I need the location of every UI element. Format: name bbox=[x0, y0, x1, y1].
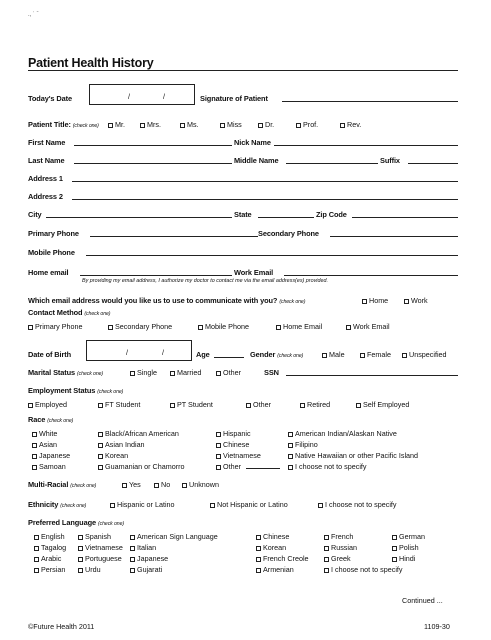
checkbox-icon bbox=[34, 557, 39, 562]
title-option-dr[interactable]: Dr. bbox=[258, 120, 274, 129]
gender-male[interactable]: Male bbox=[322, 350, 345, 359]
race-korean[interactable]: Korean bbox=[98, 451, 128, 460]
email-pref-question: Which email address would you like us to use to communicate with you? (check one) bbox=[28, 296, 306, 305]
lang-not-specify[interactable]: I choose not to specify bbox=[324, 565, 403, 574]
checkbox-icon bbox=[122, 483, 127, 488]
checkbox-icon bbox=[392, 546, 397, 551]
title-option-rev[interactable]: Rev. bbox=[340, 120, 361, 129]
lang-japanese[interactable]: Japanese bbox=[130, 554, 168, 563]
checkbox-icon bbox=[256, 557, 261, 562]
address2-field[interactable] bbox=[72, 199, 458, 200]
lang-italian[interactable]: Italian bbox=[130, 543, 156, 552]
checkbox-icon bbox=[288, 443, 293, 448]
work-email-label: Work Email bbox=[234, 268, 274, 277]
marital-married[interactable]: Married bbox=[170, 368, 201, 377]
checkbox-icon bbox=[108, 123, 113, 128]
race-other[interactable]: Other bbox=[216, 462, 241, 471]
checkbox-icon bbox=[98, 465, 103, 470]
checkbox-icon bbox=[140, 123, 145, 128]
checkbox-icon bbox=[216, 454, 221, 459]
email-consent-note: By providing my email address, I authorize my doctor to contact me via the email address(es) provided. bbox=[82, 278, 328, 284]
state-field[interactable] bbox=[258, 217, 314, 218]
checkbox-icon bbox=[346, 325, 351, 330]
checkbox-icon bbox=[356, 403, 361, 408]
gender-label: Gender (check one) bbox=[250, 350, 304, 359]
dob-box[interactable] bbox=[86, 340, 192, 361]
checkbox-icon bbox=[78, 535, 83, 540]
secondary-phone-label: Secondary Phone bbox=[258, 229, 319, 238]
continued-note: Continued ... bbox=[402, 596, 443, 605]
checkbox-icon bbox=[296, 123, 301, 128]
todays-date-sep1: / bbox=[128, 92, 130, 101]
checkbox-icon bbox=[256, 568, 261, 573]
lang-german[interactable]: German bbox=[392, 532, 425, 541]
age-label: Age bbox=[196, 350, 210, 359]
home-email-field[interactable] bbox=[80, 275, 232, 276]
checkbox-icon bbox=[34, 535, 39, 540]
multi-racial-unknown[interactable]: Unknown bbox=[182, 480, 219, 489]
todays-date-label: Today's Date bbox=[28, 94, 72, 103]
title-option-mr[interactable]: Mr. bbox=[108, 120, 125, 129]
signature-label: Signature of Patient bbox=[200, 94, 268, 103]
checkbox-icon bbox=[182, 483, 187, 488]
lang-vietnamese[interactable]: Vietnamese bbox=[78, 543, 123, 552]
employment-ft-student[interactable]: FT Student bbox=[98, 400, 140, 409]
checkbox-icon bbox=[216, 371, 221, 376]
contact-work-email[interactable]: Work Email bbox=[346, 322, 390, 331]
lang-chinese[interactable]: Chinese bbox=[256, 532, 289, 541]
address1-field[interactable] bbox=[72, 181, 458, 182]
multi-racial-yes[interactable]: Yes bbox=[122, 480, 141, 489]
checkbox-icon bbox=[78, 546, 83, 551]
checkbox-icon bbox=[362, 299, 367, 304]
checkbox-icon bbox=[288, 454, 293, 459]
race-vietnamese[interactable]: Vietnamese bbox=[216, 451, 261, 460]
footer-copyright: ©Future Health 2011 bbox=[28, 622, 95, 631]
work-email-field[interactable] bbox=[284, 275, 458, 276]
race-label: Race (check one) bbox=[28, 415, 74, 424]
checkbox-icon bbox=[256, 535, 261, 540]
checkbox-icon bbox=[220, 123, 225, 128]
lang-portuguese[interactable]: Portuguese bbox=[78, 554, 122, 563]
checkbox-icon bbox=[258, 123, 263, 128]
last-name-label: Last Name bbox=[28, 156, 65, 165]
last-name-field[interactable] bbox=[74, 163, 232, 164]
checkbox-icon bbox=[288, 465, 293, 470]
zip-field[interactable] bbox=[352, 217, 458, 218]
employment-label: Employment Status (check one) bbox=[28, 386, 124, 395]
mobile-phone-field[interactable] bbox=[86, 255, 458, 256]
lang-urdu[interactable]: Urdu bbox=[78, 565, 101, 574]
checkbox-icon bbox=[28, 403, 33, 408]
multi-racial-no[interactable]: No bbox=[154, 480, 170, 489]
employment-self-employed[interactable]: Self Employed bbox=[356, 400, 409, 409]
patient-title-label: Patient Title: (check one) bbox=[28, 120, 99, 129]
race-asian[interactable]: Asian bbox=[32, 440, 57, 449]
checkbox-icon bbox=[32, 465, 37, 470]
checkbox-icon bbox=[324, 568, 329, 573]
secondary-phone-field[interactable] bbox=[330, 236, 458, 237]
state-label: State bbox=[234, 210, 252, 219]
footer-form-number: 1109-30 bbox=[424, 622, 450, 631]
contact-primary-phone[interactable]: Primary Phone bbox=[28, 322, 83, 331]
address1-label: Address 1 bbox=[28, 174, 63, 183]
checkbox-icon bbox=[98, 443, 103, 448]
todays-date-sep2: / bbox=[163, 92, 165, 101]
race-native-hawaiian[interactable]: Native Hawaiian or other Pacific Island bbox=[288, 451, 418, 460]
marital-other[interactable]: Other bbox=[216, 368, 241, 377]
lang-armenian[interactable]: Armenian bbox=[256, 565, 294, 574]
ethnicity-not-specify[interactable]: I choose not to specify bbox=[318, 500, 397, 509]
contact-mobile-phone[interactable]: Mobile Phone bbox=[198, 322, 249, 331]
lang-korean[interactable]: Korean bbox=[256, 543, 286, 552]
checkbox-icon bbox=[98, 454, 103, 459]
checkbox-icon bbox=[246, 403, 251, 408]
employment-pt-student[interactable]: PT Student bbox=[170, 400, 213, 409]
language-label: Preferred Language (check one) bbox=[28, 518, 125, 527]
checkbox-icon bbox=[256, 546, 261, 551]
lang-tagalog[interactable]: Tagalog bbox=[34, 543, 66, 552]
race-japanese[interactable]: Japanese bbox=[32, 451, 70, 460]
checkbox-icon bbox=[392, 535, 397, 540]
checkbox-icon bbox=[276, 325, 281, 330]
checkbox-icon bbox=[130, 557, 135, 562]
ssn-label: SSN bbox=[264, 368, 279, 377]
middle-name-label: Middle Name bbox=[234, 156, 279, 165]
checkbox-icon bbox=[322, 353, 327, 358]
age-field[interactable] bbox=[214, 357, 244, 358]
race-american-indian[interactable]: American Indian/Alaskan Native bbox=[288, 429, 397, 438]
race-filipino[interactable]: Filipino bbox=[288, 440, 318, 449]
nick-name-field[interactable] bbox=[274, 145, 458, 146]
race-hispanic[interactable]: Hispanic bbox=[216, 429, 251, 438]
checkbox-icon bbox=[98, 403, 103, 408]
title-rule bbox=[28, 70, 458, 71]
lang-arabic[interactable]: Arabic bbox=[34, 554, 61, 563]
home-email-label: Home email bbox=[28, 268, 69, 277]
marital-label: Marital Status (check one) bbox=[28, 368, 104, 377]
lang-spanish[interactable]: Spanish bbox=[78, 532, 111, 541]
scan-specks: ., ˙ ˉ bbox=[28, 12, 39, 18]
multi-racial-label: Multi-Racial (check one) bbox=[28, 480, 97, 489]
checkbox-icon bbox=[130, 535, 135, 540]
gender-female[interactable]: Female bbox=[360, 350, 391, 359]
address2-label: Address 2 bbox=[28, 192, 63, 201]
checkbox-icon bbox=[340, 123, 345, 128]
checkbox-icon bbox=[154, 483, 159, 488]
checkbox-icon bbox=[216, 443, 221, 448]
race-asian-indian[interactable]: Asian Indian bbox=[98, 440, 145, 449]
checkbox-icon bbox=[404, 299, 409, 304]
checkbox-icon bbox=[32, 454, 37, 459]
city-field[interactable] bbox=[46, 217, 232, 218]
checkbox-icon bbox=[324, 535, 329, 540]
lang-english[interactable]: English bbox=[34, 532, 65, 541]
race-not-specify[interactable]: I choose not to specify bbox=[288, 462, 367, 471]
lang-russian[interactable]: Russian bbox=[324, 543, 357, 552]
checkbox-icon bbox=[130, 371, 135, 376]
first-name-label: First Name bbox=[28, 138, 66, 147]
lang-polish[interactable]: Polish bbox=[392, 543, 419, 552]
checkbox-icon bbox=[78, 557, 83, 562]
checkbox-icon bbox=[288, 432, 293, 437]
checkbox-icon bbox=[32, 443, 37, 448]
race-chinese[interactable]: Chinese bbox=[216, 440, 249, 449]
signature-line[interactable] bbox=[282, 101, 458, 102]
lang-asl[interactable]: American Sign Language bbox=[130, 532, 218, 541]
checkbox-icon bbox=[78, 568, 83, 573]
ethnicity-hispanic[interactable]: Hispanic or Latino bbox=[110, 500, 175, 509]
todays-date-box[interactable] bbox=[89, 84, 195, 105]
ethnicity-not-hispanic[interactable]: Not Hispanic or Latino bbox=[210, 500, 288, 509]
mobile-phone-label: Mobile Phone bbox=[28, 248, 75, 257]
checkbox-icon bbox=[34, 568, 39, 573]
race-samoan[interactable]: Samoan bbox=[32, 462, 66, 471]
city-label: City bbox=[28, 210, 42, 219]
employment-other[interactable]: Other bbox=[246, 400, 271, 409]
first-name-field[interactable] bbox=[74, 145, 232, 146]
race-white[interactable]: White bbox=[32, 429, 57, 438]
title-option-ms[interactable]: Ms. bbox=[180, 120, 199, 129]
checkbox-icon bbox=[34, 546, 39, 551]
checkbox-icon bbox=[98, 432, 103, 437]
checkbox-icon bbox=[216, 432, 221, 437]
lang-french-creole[interactable]: French Creole bbox=[256, 554, 309, 563]
race-black[interactable]: Black/African American bbox=[98, 429, 179, 438]
ethnicity-label: Ethnicity (check one) bbox=[28, 500, 87, 509]
lang-gujarati[interactable]: Gujarati bbox=[130, 565, 162, 574]
employment-retired[interactable]: Retired bbox=[300, 400, 330, 409]
checkbox-icon bbox=[170, 403, 175, 408]
page-title: Patient Health History bbox=[28, 56, 154, 70]
checkbox-icon bbox=[28, 325, 33, 330]
title-option-miss[interactable]: Miss bbox=[220, 120, 242, 129]
checkbox-icon bbox=[32, 432, 37, 437]
checkbox-icon bbox=[324, 546, 329, 551]
zip-label: Zip Code bbox=[316, 210, 347, 219]
nick-name-label: Nick Name bbox=[234, 138, 271, 147]
checkbox-icon bbox=[324, 557, 329, 562]
checkbox-icon bbox=[210, 503, 215, 508]
lang-hindi[interactable]: Hindi bbox=[392, 554, 415, 563]
marital-single[interactable]: Single bbox=[130, 368, 157, 377]
primary-phone-label: Primary Phone bbox=[28, 229, 79, 238]
contact-secondary-phone[interactable]: Secondary Phone bbox=[108, 322, 172, 331]
checkbox-icon bbox=[110, 503, 115, 508]
dob-label: Date of Birth bbox=[28, 350, 72, 359]
suffix-field[interactable] bbox=[408, 163, 458, 164]
suffix-label: Suffix bbox=[380, 156, 400, 165]
lang-french[interactable]: French bbox=[324, 532, 353, 541]
contact-home-email[interactable]: Home Email bbox=[276, 322, 322, 331]
dob-sep2: / bbox=[162, 348, 164, 357]
checkbox-icon bbox=[360, 353, 365, 358]
ssn-field[interactable] bbox=[286, 375, 458, 376]
email-pref-home[interactable]: Home bbox=[362, 296, 388, 305]
checkbox-icon bbox=[318, 503, 323, 508]
title-option-prof[interactable]: Prof. bbox=[296, 120, 318, 129]
lang-greek[interactable]: Greek bbox=[324, 554, 351, 563]
contact-method-label: Contact Method (check one) bbox=[28, 308, 111, 317]
race-other-field[interactable] bbox=[246, 468, 280, 469]
checkbox-icon bbox=[170, 371, 175, 376]
checkbox-icon bbox=[198, 325, 203, 330]
checkbox-icon bbox=[130, 568, 135, 573]
checkbox-icon bbox=[216, 465, 221, 470]
race-guamanian[interactable]: Guamanian or Chamorro bbox=[98, 462, 185, 471]
middle-name-field[interactable] bbox=[286, 163, 378, 164]
primary-phone-field[interactable] bbox=[90, 236, 258, 237]
checkbox-icon bbox=[300, 403, 305, 408]
dob-sep1: / bbox=[126, 348, 128, 357]
checkbox-icon bbox=[402, 353, 407, 358]
checkbox-icon bbox=[108, 325, 113, 330]
title-option-mrs[interactable]: Mrs. bbox=[140, 120, 161, 129]
checkbox-icon bbox=[392, 557, 397, 562]
employment-employed[interactable]: Employed bbox=[28, 400, 67, 409]
lang-persian[interactable]: Persian bbox=[34, 565, 65, 574]
gender-unspecified[interactable]: Unspecified bbox=[402, 350, 447, 359]
email-pref-work[interactable]: Work bbox=[404, 296, 428, 305]
checkbox-icon bbox=[130, 546, 135, 551]
checkbox-icon bbox=[180, 123, 185, 128]
